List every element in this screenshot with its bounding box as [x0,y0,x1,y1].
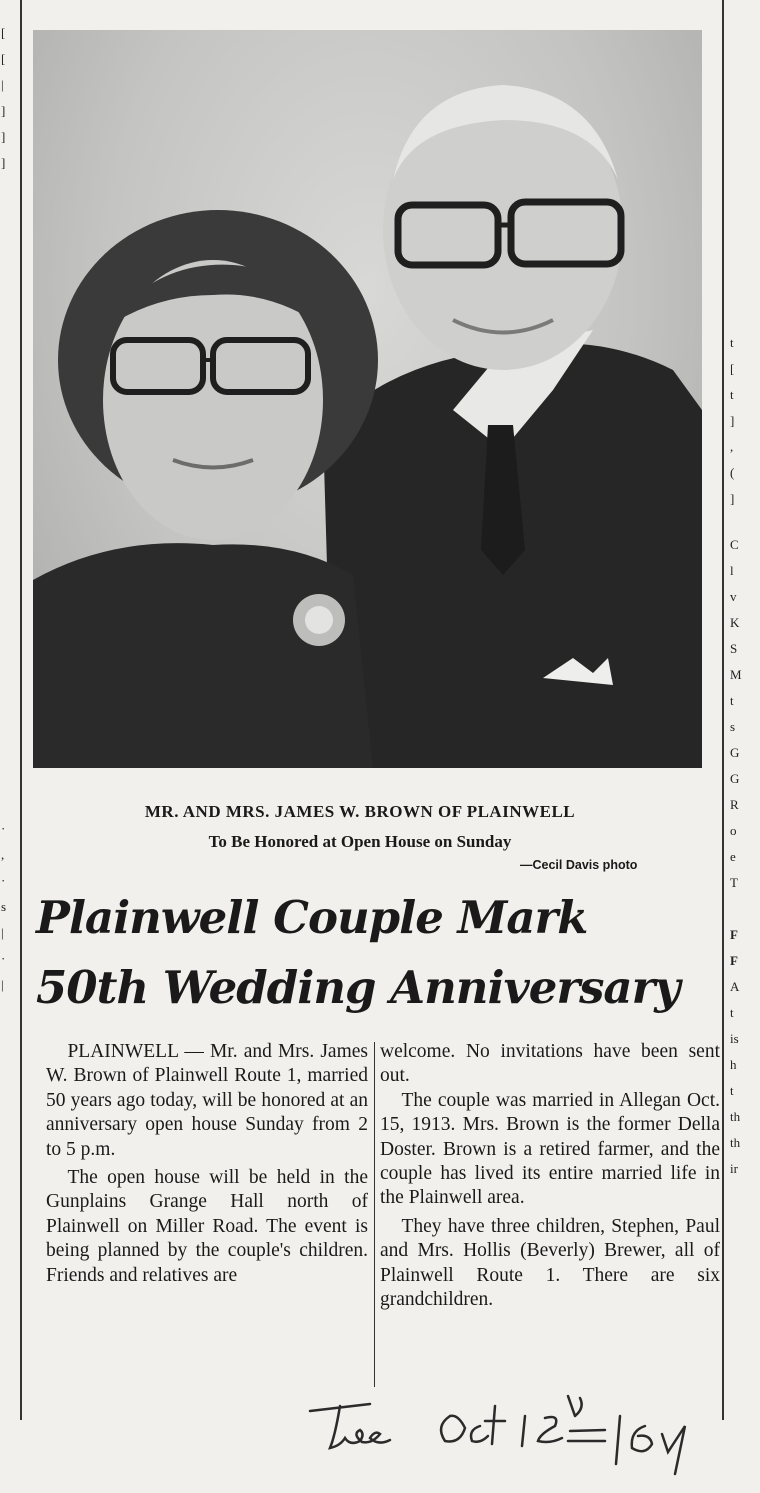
photo-caption-subtitle: To Be Honored at Open House on Sunday [208,832,512,851]
article-column-divider [374,1042,375,1387]
adjacent-column-right-fragment: t [ t ] , ( ] C l v K S M t s G G R o e T F F A t is h t th th ir [730,335,742,1176]
article-paragraph: The open house will be held in the Gunplains Grange Hall north of Plainwell on Miller Road. The event is being planned by the couple's children. Friends and relatives are [46,1167,368,1286]
right-column-rule [722,0,724,1420]
article-column-2 [380,1040,720,1312]
headline-line-1: Plainwell Couple Mark [36,891,588,944]
article-paragraph: PLAINWELL — Mr. and Mrs. James W. Brown of Plainwell Route 1, married 50 years ago today, will be honored at an anniversary open house Sunday from 2 to 5 p.m. [46,1041,368,1160]
headline-line-2: 50th Wedding Anniversary [36,961,680,1014]
article-column-1 [46,1040,368,1288]
adjacent-column-left-fragment: [ [ | ] ] ] · , · s | · | [1,25,7,992]
article-paragraph: They have three children, Stephen, Paul and Mrs. Hollis (Beverly) Brewer, all of Plainwell Route 1. There are six grandchildren. [380,1215,720,1311]
photo-credit: —Cecil Davis photo [520,858,638,872]
article-paragraph: The couple was married in Allegan Oct. 15, 1913. Mrs. Brown is the former Della Doster. Brown is a retired farmer, and the couple has lived its entire married life in the Plainwell area. [380,1089,720,1209]
handwritten-date-note [300,1386,760,1486]
article-paragraph: welcome. No invitations have been sent out. [380,1041,720,1087]
couple-portrait-illustration [33,30,702,768]
photo-caption-names: MR. AND MRS. JAMES W. BROWN OF PLAINWELL [144,802,576,821]
couple-photograph [33,30,702,768]
left-column-rule [20,0,22,1420]
